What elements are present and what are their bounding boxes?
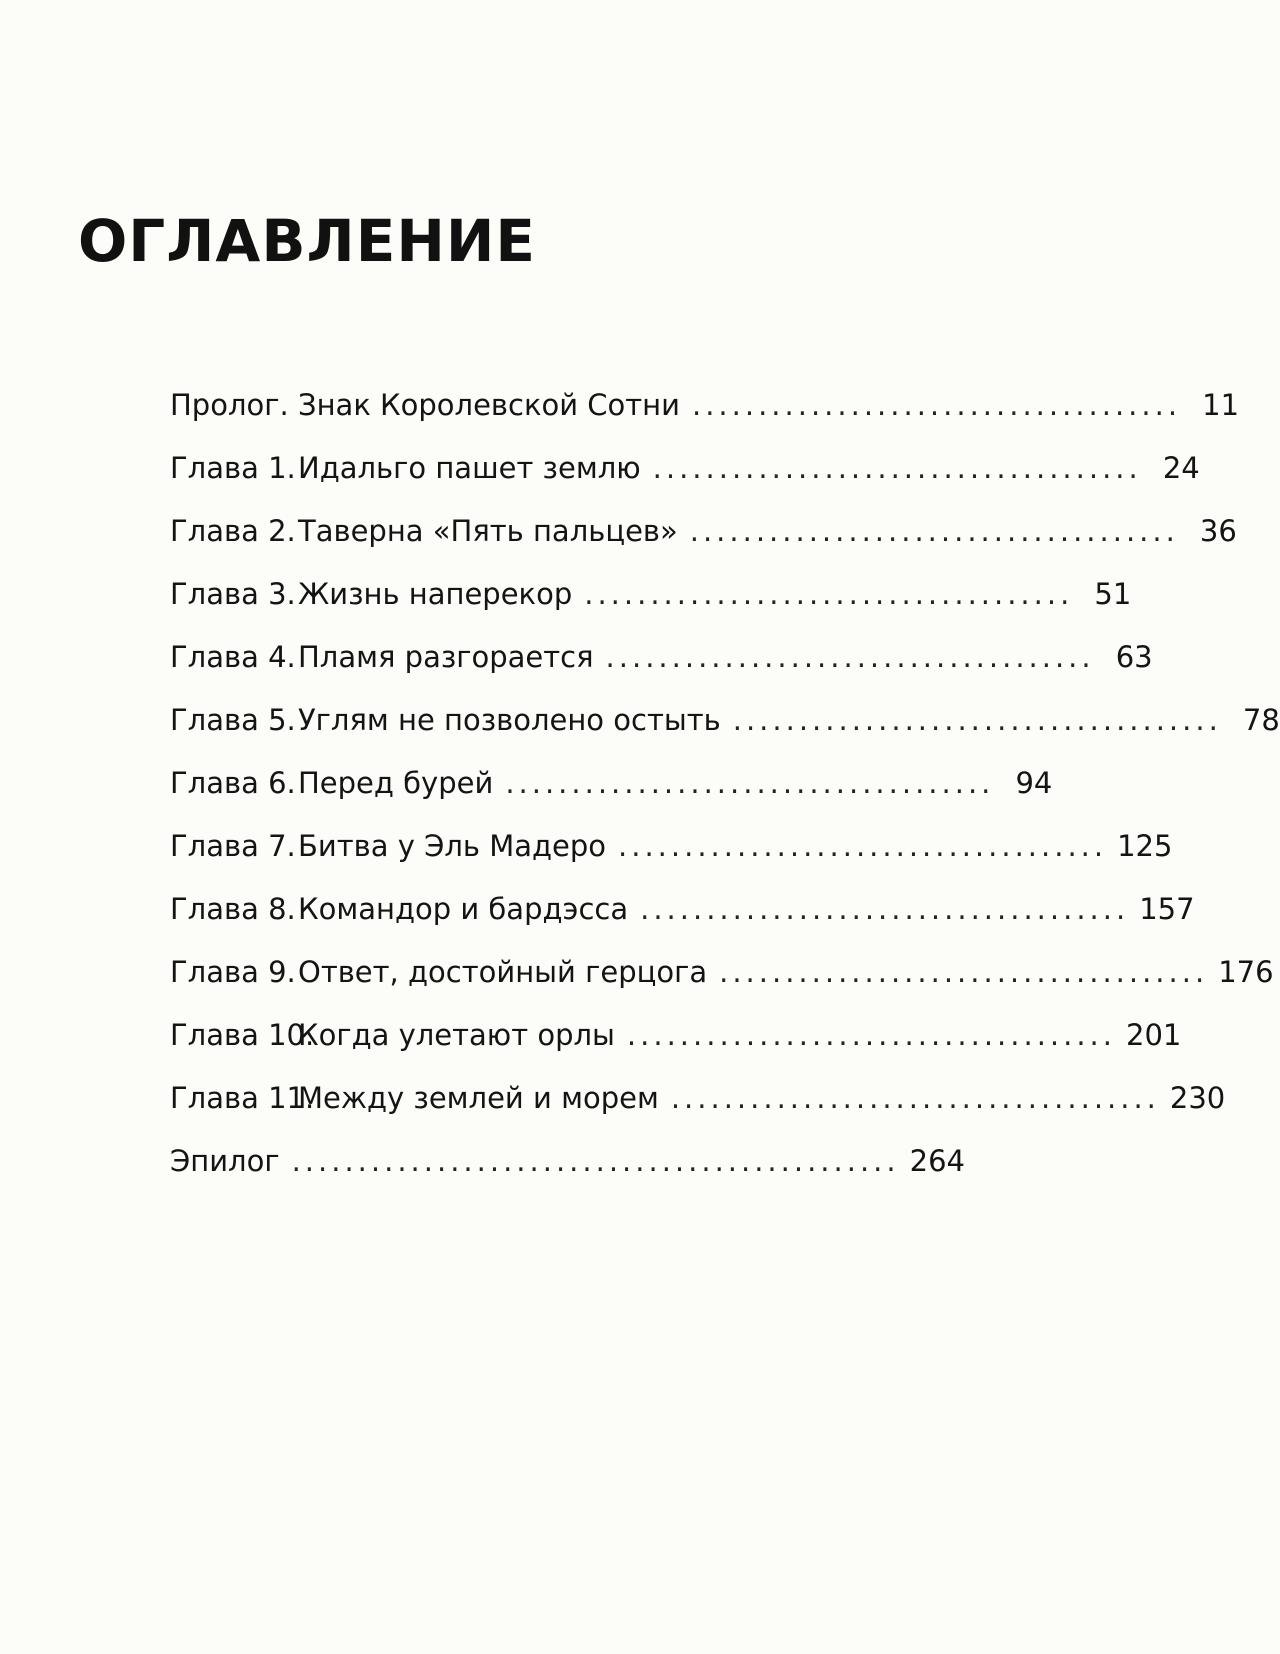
toc-entry[interactable] bbox=[170, 763, 1053, 803]
dot-leader: ..................................... bbox=[652, 451, 1142, 485]
page-number: 36 bbox=[1199, 514, 1237, 548]
entry-label: Глава 3. bbox=[170, 577, 296, 611]
toc-entry[interactable] bbox=[170, 1141, 965, 1181]
entry-title: Командор и бардэсса bbox=[298, 892, 629, 926]
entry-label: Глава 8. bbox=[170, 892, 296, 926]
entry-title: Углям не позволено остыть bbox=[298, 703, 721, 737]
entry-title: Перед бурей bbox=[298, 766, 494, 800]
entry-label: Глава 1. bbox=[170, 451, 296, 485]
dot-leader: ..................................... bbox=[689, 514, 1179, 548]
toc-entry[interactable] bbox=[170, 952, 1274, 992]
page-number: 230 bbox=[1169, 1081, 1226, 1115]
entry-title-row bbox=[298, 448, 1200, 488]
page-number: 264 bbox=[909, 1144, 965, 1178]
entry-label: Глава 6. bbox=[170, 766, 296, 800]
page-number: 63 bbox=[1115, 640, 1153, 674]
page-number: 24 bbox=[1162, 451, 1200, 485]
entry-label: Глава 10. bbox=[170, 1018, 315, 1052]
page-number: 51 bbox=[1094, 577, 1132, 611]
dot-leader: ..................................... bbox=[670, 1081, 1160, 1115]
entry-title: Ответ, достойный герцога bbox=[298, 955, 708, 989]
dot-leader: ..................................... bbox=[605, 640, 1095, 674]
dot-leader: ..................................... bbox=[640, 892, 1130, 926]
toc-entry[interactable] bbox=[170, 1078, 1226, 1118]
page-number: 94 bbox=[1015, 766, 1053, 800]
toc-entry[interactable] bbox=[170, 700, 1280, 740]
page-number: 176 bbox=[1218, 955, 1274, 989]
page-title: ОГЛАВЛЕНИЕ bbox=[78, 207, 537, 275]
entry-title-row bbox=[298, 889, 1195, 929]
page-number: 78 bbox=[1242, 703, 1280, 737]
entry-title: Таверна «Пять пальцев» bbox=[298, 514, 678, 548]
dot-leader: .............................................. bbox=[291, 1144, 900, 1178]
entry-label: Глава 9. bbox=[170, 955, 296, 989]
toc-entry[interactable] bbox=[170, 1015, 1182, 1055]
entry-title-row bbox=[298, 826, 1173, 866]
toc-entry[interactable] bbox=[170, 574, 1132, 614]
entry-title-row bbox=[298, 700, 1280, 740]
entry-label: Глава 7. bbox=[170, 829, 296, 863]
dot-leader: ..................................... bbox=[584, 577, 1074, 611]
toc-entry[interactable] bbox=[170, 448, 1200, 488]
entry-title-row bbox=[298, 952, 1274, 992]
entry-label: Эпилог bbox=[170, 1144, 280, 1178]
toc-entry[interactable] bbox=[170, 889, 1195, 929]
entry-title-row bbox=[298, 637, 1153, 677]
toc-entry[interactable] bbox=[170, 385, 1240, 425]
dot-leader: ..................................... bbox=[618, 829, 1108, 863]
entry-title: Между землей и морем bbox=[298, 1081, 659, 1115]
page-number: 125 bbox=[1117, 829, 1173, 863]
entry-label: Глава 2. bbox=[170, 514, 296, 548]
entry-title: Знак Королевской Сотни bbox=[298, 388, 680, 422]
dot-leader: ..................................... bbox=[691, 388, 1182, 422]
dot-leader: ..................................... bbox=[505, 766, 995, 800]
entry-title: Когда улетают орлы bbox=[298, 1018, 615, 1052]
entry-title: Битва у Эль Мадеро bbox=[298, 829, 607, 863]
entry-title: Пламя разгорается bbox=[298, 640, 594, 674]
entry-title: Жизнь наперекор bbox=[298, 577, 573, 611]
entry-title-row bbox=[298, 1078, 1226, 1118]
entry-label: Пролог. bbox=[170, 388, 289, 422]
page-number: 201 bbox=[1126, 1018, 1182, 1052]
dot-leader: ..................................... bbox=[732, 703, 1222, 737]
entry-label: Глава 5. bbox=[170, 703, 296, 737]
entry-title: Идальго пашет землю bbox=[298, 451, 641, 485]
entry-title-row bbox=[298, 385, 1240, 425]
entry-label: Глава 4. bbox=[170, 640, 296, 674]
entry-title-row bbox=[170, 1141, 965, 1181]
entry-label: Глава 11. bbox=[170, 1081, 315, 1115]
toc-entry[interactable] bbox=[170, 511, 1237, 551]
entry-title-row bbox=[298, 763, 1053, 803]
dot-leader: ..................................... bbox=[626, 1018, 1116, 1052]
dot-leader: ..................................... bbox=[719, 955, 1209, 989]
toc-entry[interactable] bbox=[170, 826, 1173, 866]
entry-title-row bbox=[298, 574, 1132, 614]
entry-title-row bbox=[298, 1015, 1182, 1055]
page-number: 157 bbox=[1139, 892, 1195, 926]
page-number: 11 bbox=[1202, 388, 1240, 422]
entry-title-row bbox=[298, 511, 1237, 551]
toc-entry[interactable] bbox=[170, 637, 1153, 677]
